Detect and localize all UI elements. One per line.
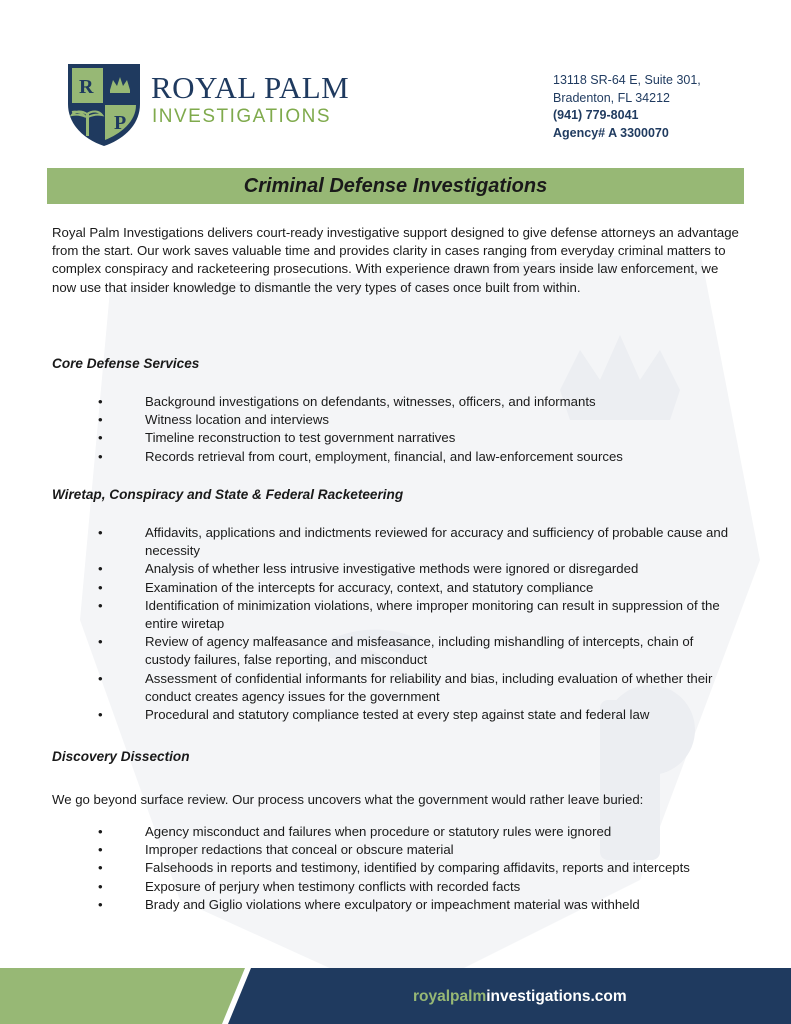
- monogram-p: P: [114, 112, 127, 134]
- company-logo: [64, 60, 354, 150]
- address-line-1: 13118 SR-64 E, Suite 301,: [553, 73, 701, 87]
- bullet-icon: •: [98, 824, 103, 839]
- page-title: Criminal Defense Investigations: [243, 174, 548, 197]
- bullet-icon: •: [98, 707, 103, 723]
- list-item: • Affidavits, applications and indictments reviewed for accuracy and sufficiency of probable cause and necessity: [98, 525, 729, 559]
- logo-subtitle: INVESTIGATIONS: [152, 106, 332, 127]
- list-item: • Records retrieval from court, employment, financial, and law-enforcement sources: [52, 448, 742, 466]
- logo-title: ROYAL PALM: [151, 70, 350, 105]
- footer-band: [0, 968, 791, 1024]
- bullet-icon: •: [98, 394, 103, 409]
- bullet-icon: •: [98, 896, 103, 912]
- intro-paragraph: Royal Palm Investigations delivers court-ready investigative support designed to give defense attorneys an advantage from the start. Our work saves valuable time and provides clarity in cases ranging from everyday criminal matters to complex conspiracy and racketeering prosecutions. With experience drawn from years inside law enforcement, we now use that insider knowledge to dismantle the very types of cases once built from within.: [52, 225, 739, 295]
- discovery-intro: We go beyond surface review. Our process uncovers what the government would rather leave buried:: [52, 792, 644, 807]
- section-heading-discovery: Discovery Dissection: [52, 749, 190, 764]
- discovery-list: [52, 823, 742, 914]
- list-item: • Identification of minimization violations, where improper monitoring can result in suppression of the entire wiretap: [98, 597, 720, 632]
- bullet-icon: •: [98, 430, 103, 446]
- phone-number: (941) 779-8041: [553, 108, 639, 122]
- list-item: • Examination of the intercepts for accuracy, context, and statutory compliance: [52, 579, 742, 597]
- list-item: • Falsehoods in reports and testimony, identified by comparing affidavits, reports and intercepts: [52, 859, 742, 877]
- list-item: • Review of agency malfeasance and misfeasance, including mishandling of intercepts, chain of custody failures, false reporting, and misconduct: [98, 634, 694, 668]
- bullet-icon: •: [98, 448, 103, 464]
- shield-crest-icon: [64, 60, 144, 148]
- title-banner: [47, 168, 744, 204]
- section-heading-core-defense: Core Defense Services: [52, 356, 200, 371]
- bullet-icon: •: [98, 412, 103, 428]
- bullet-icon: •: [98, 561, 103, 577]
- list-item: • Brady and Giglio violations where exculpatory or impeachment material was withheld: [52, 896, 742, 914]
- monogram-r: R: [79, 76, 94, 98]
- bullet-icon: •: [98, 634, 103, 650]
- list-item: • Analysis of whether less intrusive investigative methods were ignored or disregarded: [52, 560, 742, 578]
- list-item: • Timeline reconstruction to test government narratives: [52, 429, 742, 447]
- agency-number: Agency# A 3300070: [553, 125, 669, 140]
- bullet-icon: •: [98, 842, 103, 858]
- contact-block: [553, 72, 701, 142]
- list-item: • Improper redactions that conceal or obscure material: [52, 841, 742, 859]
- bullet-icon: •: [98, 878, 103, 894]
- bullet-icon: •: [98, 579, 103, 595]
- list-item: • Procedural and statutory compliance tested at every step against state and federal law: [52, 706, 742, 724]
- bullet-icon: •: [98, 860, 103, 876]
- address-line-2: Bradenton, FL 34212: [553, 90, 670, 105]
- list-item: • Witness location and interviews: [52, 411, 742, 429]
- core-defense-list: [52, 393, 742, 466]
- list-item: • Background investigations on defendants, witnesses, officers, and informants: [52, 393, 742, 411]
- bullet-icon: •: [98, 597, 103, 613]
- bullet-icon: •: [98, 525, 103, 540]
- wiretap-list: [52, 524, 742, 724]
- section-heading-wiretap: Wiretap, Conspiracy and State & Federal Racketeering: [52, 487, 404, 502]
- list-item: • Agency misconduct and failures when procedure or statutory rules were ignored: [52, 823, 742, 841]
- list-item: • Assessment of confidential informants for reliability and bias, including evaluation of whether their conduct creates agency issues for the government: [98, 670, 713, 704]
- website-link[interactable]: [413, 988, 627, 1006]
- list-item: • Exposure of perjury when testimony conflicts with recorded facts: [52, 878, 742, 896]
- website-link-suffix: investigations.com: [486, 988, 627, 1005]
- bullet-icon: •: [98, 670, 103, 686]
- website-link-prefix: royalpalm: [413, 988, 487, 1005]
